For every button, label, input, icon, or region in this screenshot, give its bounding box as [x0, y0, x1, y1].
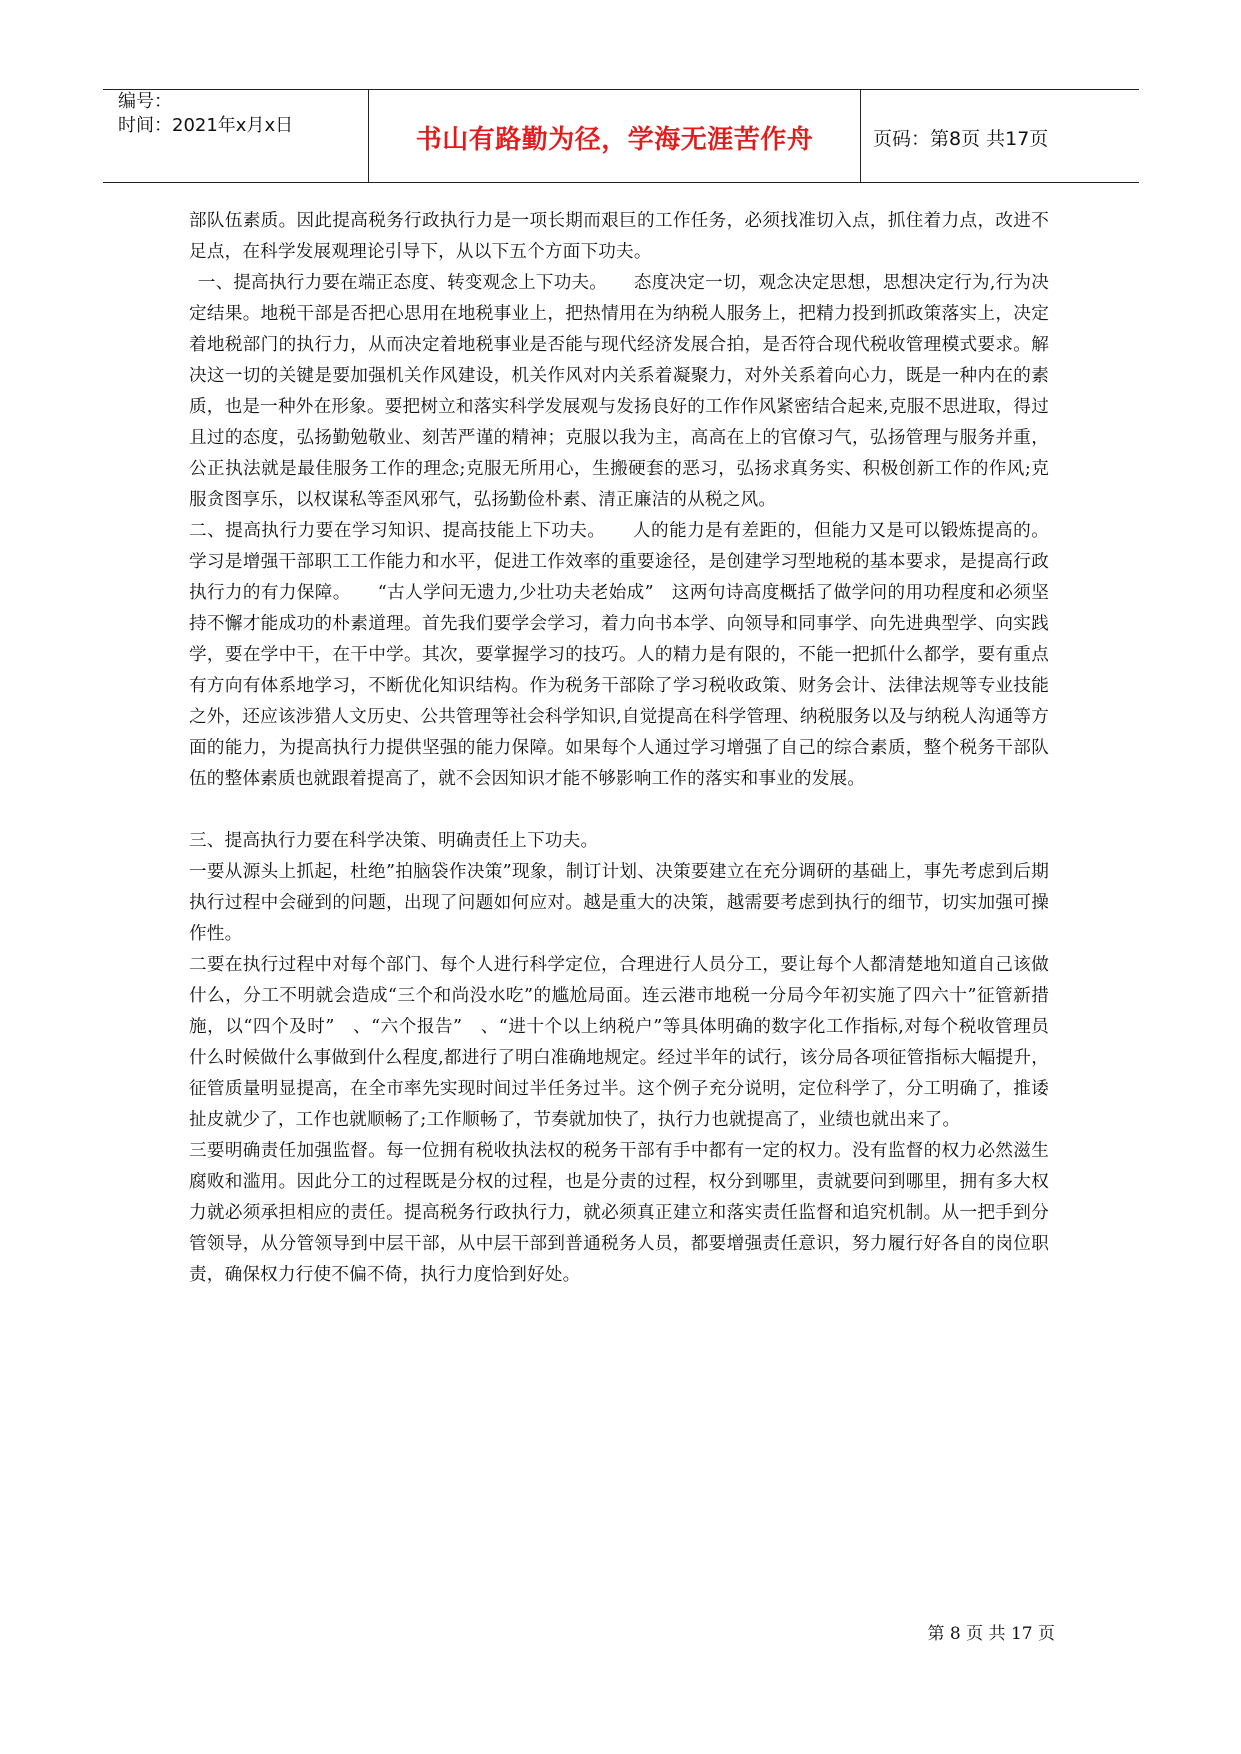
header-middle-cell: [368, 90, 861, 182]
document-number-label: 编号：: [118, 91, 172, 112]
page-footer: 第 8 页 共 17 页: [927, 1624, 1055, 1644]
header-left-cell: [103, 90, 368, 182]
header-motto: 书山有路勤为径，学海无涯苦作舟: [415, 125, 814, 155]
document-body: [189, 206, 1049, 1291]
body-paragraph: 三要明确责任加强监督。每一位拥有税收执法权的税务干部有手中都有一定的权力。没有监督的权力必然滋生腐败和滥用。因此分工的过程既是分权的过程，也是分责的过程，权分到哪里，责就要问到哪里，拥有多大权力就必须承担相应的责任。提高税务行政执行力，就必须真正建立和落实责任监督和追究机制。从一把手到分管领导，从分管领导到中层干部，从中层干部到普通税务人员，都要增强责任意识，努力履行好各自的岗位职责，确保权力行使不偏不倚，执行力度恰到好处。: [189, 1141, 1049, 1285]
body-paragraph: 一要从源头上抓起，杜绝”拍脑袋作决策”现象，制订计划、决策要建立在充分调研的基础上，事先考虑到后期执行过程中会碰到的问题，出现了问题如何应对。越是重大的决策，越需要考虑到执行的细节，切实加强可操作性。: [189, 862, 1049, 944]
body-paragraph: 部队伍素质。因此提高税务行政执行力是一项长期而艰巨的工作任务，必须找准切入点，抓住着力点，改进不足点，在科学发展观理论引导下，从以下五个方面下功夫。: [189, 211, 1049, 262]
section-two-paragraph: 二、提高执行力要在学习知识、提高技能上下功夫。 人的能力是有差距的，但能力又是可以锻炼提高的。学习是增强干部职工工作能力和水平，促进工作效率的重要途径，是创建学习型地税的基本要求，是提高行政执行力的有力保障。 “古人学问无遗力,少壮功夫老始成” 这两句诗高度概括了做学问的用功程度和必须坚持不懈才能成功的朴素道理。首先我们要学会学习，着力向书本学、向领导和同事学、向先进典型学、向实践学，要在学中干，在干中学。其次，要掌握学习的技巧。人的精力是有限的，不能一把抓什么都学，要有重点有方向有体系地学习，不断优化知识结构。作为税务干部除了学习税收政策、财务会计、法律法规等专业技能之外，还应该涉猎人文历史、公共管理等社会科学知识,自觉提高在科学管理、纳税服务以及与纳税人沟通等方面的能力，为提高执行力提供坚强的能力保障。如果每个人通过学习增强了自己的综合素质，整个税务干部队伍的整体素质也就跟着提高了，就不会因知识才能不够影响工作的落实和事业的发展。: [189, 521, 1049, 789]
header-right-cell: [861, 90, 1139, 182]
section-one-paragraph: 一、提高执行力要在端正态度、转变观念上下功夫。 态度决定一切，观念决定思想，思想决定行为,行为决定结果。地税干部是否把心思用在地税事业上，把热情用在为纳税人服务上，把精力投到抓政策落实上，决定着地税部门的执行力，从而决定着地税事业是否能与现代经济发展合拍，是否符合现代税收管理模式要求。解决这一切的关键是要加强机关作风建设，机关作风对内关系着凝聚力，对外关系着向心力，既是一种内在的素质，也是一种外在形象。要把树立和落实科学发展观与发扬良好的工作作风紧密结合起来,克服不思进取，得过且过的态度，弘扬勤勉敬业、刻苦严谨的精神；克服以我为主，高高在上的官僚习气，弘扬管理与服务并重，公正执法就是最佳服务工作的理念;克服无所用心，生搬硬套的恶习，弘扬求真务实、积极创新工作的作风;克服贪图享乐，以权谋私等歪风邪气，弘扬勤俭朴素、清正廉洁的从税之风。: [189, 273, 1049, 510]
section-three-heading: 三、提高执行力要在科学决策、明确责任上下功夫。: [189, 831, 599, 851]
header-page-code: 页码：第8页 共17页: [873, 128, 1049, 150]
page-header: [103, 89, 1139, 183]
body-paragraph: 二要在执行过程中对每个部门、每个人进行科学定位，合理进行人员分工，要让每个人都清楚地知道自己该做什么，分工不明就会造成“三个和尚没水吃”的尴尬局面。连云港市地税一分局今年初实施了四六十”征管新措施，以“四个及时” 、“六个报告” 、“进十个以上纳税户”等具体明确的数字化工作指标,对每个税收管理员什么时候做什么事做到什么程度,都进行了明白准确地规定。经过半年的试行，该分局各项征管指标大幅提升，征管质量明显提高，在全市率先实现时间过半任务过半。这个例子充分说明，定位科学了，分工明确了，推诿扯皮就少了，工作也就顺畅了;工作顺畅了，节奏就加快了，执行力也就提高了，业绩也就出来了。: [189, 955, 1049, 1130]
document-time-label: 时间：2021年x月x日: [118, 115, 294, 136]
